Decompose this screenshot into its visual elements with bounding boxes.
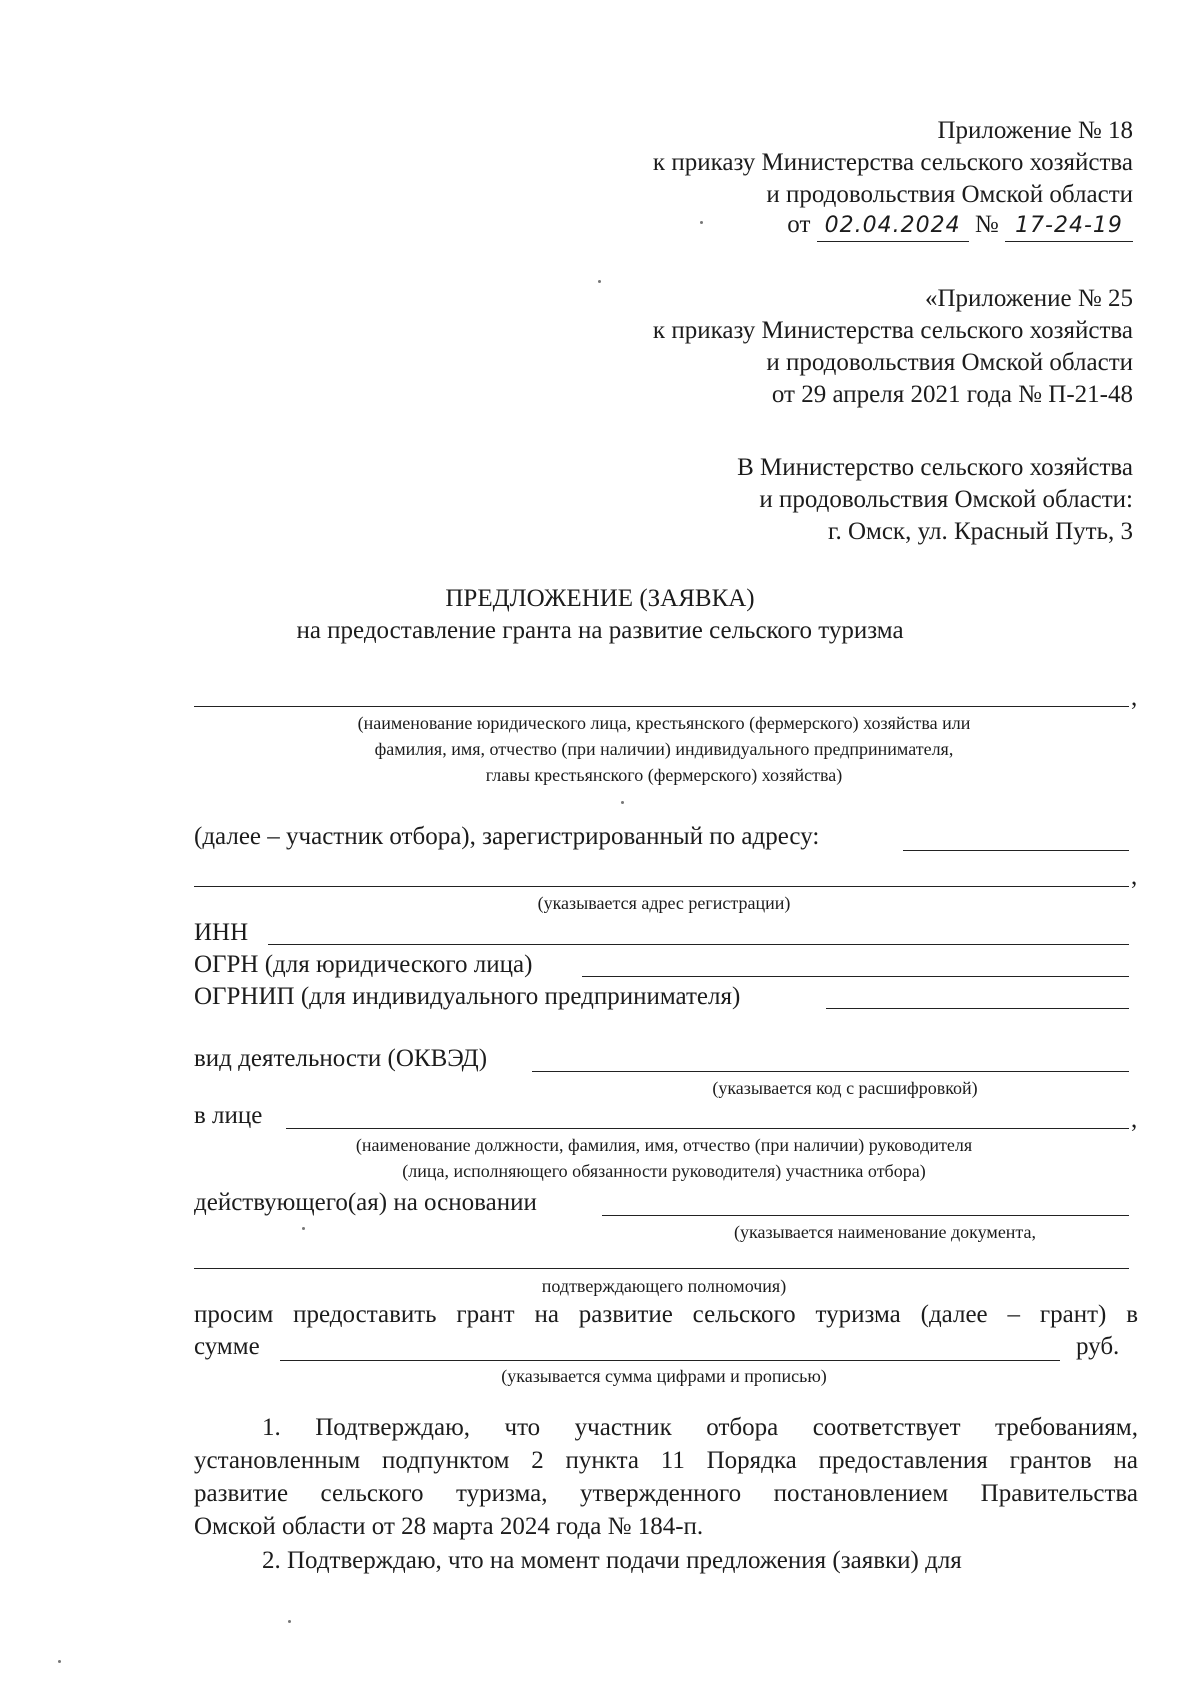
basis-caption-2: подтверждающего полномочия): [541, 1276, 787, 1296]
appendix-18-ministry-line: и продовольствия Омской области: [766, 181, 1133, 208]
paragraph-1-line-1: 1. Подтверждаю, что участник отбора соответствует требованиям,: [262, 1414, 1138, 1441]
entity-name-caption-3: главы крестьянского (фермерского) хозяйства): [485, 765, 843, 785]
date-prefix: от: [787, 211, 811, 238]
scan-speck: [58, 1660, 61, 1663]
appendix-25-title: «Приложение № 25: [924, 285, 1133, 312]
addressee-line-2: и продовольствия Омской области:: [759, 486, 1133, 513]
okved-caption: (указывается код с расшифровкой): [712, 1078, 978, 1098]
okved-field-line: [532, 1071, 1129, 1072]
number-prefix: №: [974, 211, 999, 238]
address-field-line-1: [903, 850, 1129, 851]
person-caption-2: (лица, исполняющего обязанности руководителя) участника отбора): [402, 1161, 926, 1181]
request-line-1: просим предоставить грант на развитие сельского туризма (далее – грант) в: [194, 1301, 1138, 1328]
scan-speck: [700, 221, 703, 224]
ogrn-label: ОГРН (для юридического лица): [194, 951, 533, 978]
scan-speck: [302, 1227, 305, 1230]
handwritten-date: 02.04.2024: [817, 211, 969, 242]
sum-field-line: [280, 1360, 1060, 1361]
ogrn-field-line: [582, 976, 1129, 977]
address-comma: ,: [1131, 863, 1138, 890]
person-field-line: [286, 1128, 1129, 1129]
document-subtitle: на предоставление гранта на развитие сельского туризма: [296, 617, 904, 644]
addressee-address: г. Омск, ул. Красный Путь, 3: [828, 518, 1133, 545]
entity-name-field-line: [194, 706, 1129, 707]
paragraph-1-line-4: Омской области от 28 марта 2024 года № 184-п.: [194, 1513, 704, 1540]
basis-caption-1: (указывается наименование документа,: [733, 1222, 1037, 1242]
sum-label: сумме: [194, 1333, 260, 1360]
scan-speck: [288, 1620, 291, 1623]
address-caption: (указывается адрес регистрации): [537, 893, 791, 913]
inn-field-line: [268, 944, 1129, 945]
inn-label: ИНН: [194, 919, 249, 946]
basis-field-line-1: [602, 1215, 1129, 1216]
appendix-18-title: Приложение № 18: [937, 117, 1133, 144]
entity-name-caption-2: фамилия, имя, отчество (при наличии) индивидуального предпринимателя,: [374, 739, 954, 759]
person-caption-1: (наименование должности, фамилия, имя, отчество (при наличии) руководителя: [355, 1135, 973, 1155]
handwritten-order-number: 17-24-19: [1005, 211, 1133, 242]
okved-label: вид деятельности (ОКВЭД): [194, 1045, 488, 1072]
address-label: (далее – участник отбора), зарегистрированный по адресу:: [194, 823, 820, 850]
address-field-line-2: [194, 886, 1129, 887]
person-comma: ,: [1131, 1106, 1138, 1133]
scan-speck: [621, 801, 624, 804]
appendix-25-date-line: от 29 апреля 2021 года № П-21-48: [771, 381, 1133, 408]
scan-speck: [598, 280, 601, 283]
paragraph-1-line-3: развитие сельского туризма, утвержденного постановлением Правительства: [194, 1480, 1138, 1507]
sum-caption: (указывается сумма цифрами и прописью): [501, 1366, 827, 1386]
addressee-line-1: В Министерство сельского хозяйства: [737, 454, 1133, 481]
sum-suffix: руб.: [1076, 1333, 1120, 1360]
basis-field-line-2: [194, 1268, 1129, 1269]
ogrnip-field-line: [826, 1008, 1129, 1009]
paragraph-2-line-1: 2. Подтверждаю, что на момент подачи предложения (заявки) для: [262, 1547, 962, 1574]
appendix-18-order-line: к приказу Министерства сельского хозяйства: [652, 149, 1133, 176]
ogrnip-label: ОГРНИП (для индивидуального предпринимателя): [194, 983, 741, 1010]
paragraph-1-line-2: установленным подпунктом 2 пункта 11 Порядка предоставления грантов на: [194, 1447, 1138, 1474]
appendix-25-ministry-line: и продовольствия Омской области: [766, 349, 1133, 376]
person-label: в лице: [194, 1102, 263, 1129]
entity-name-comma: ,: [1131, 684, 1138, 711]
basis-label: действующего(ая) на основании: [194, 1189, 537, 1216]
document-title: ПРЕДЛОЖЕНИЕ (ЗАЯВКА): [445, 585, 755, 612]
entity-name-caption-1: (наименование юридического лица, крестьянского (фермерского) хозяйства или: [357, 713, 971, 733]
appendix-25-order-line: к приказу Министерства сельского хозяйства: [652, 317, 1133, 344]
appendix-18-date-number: [787, 210, 1133, 242]
